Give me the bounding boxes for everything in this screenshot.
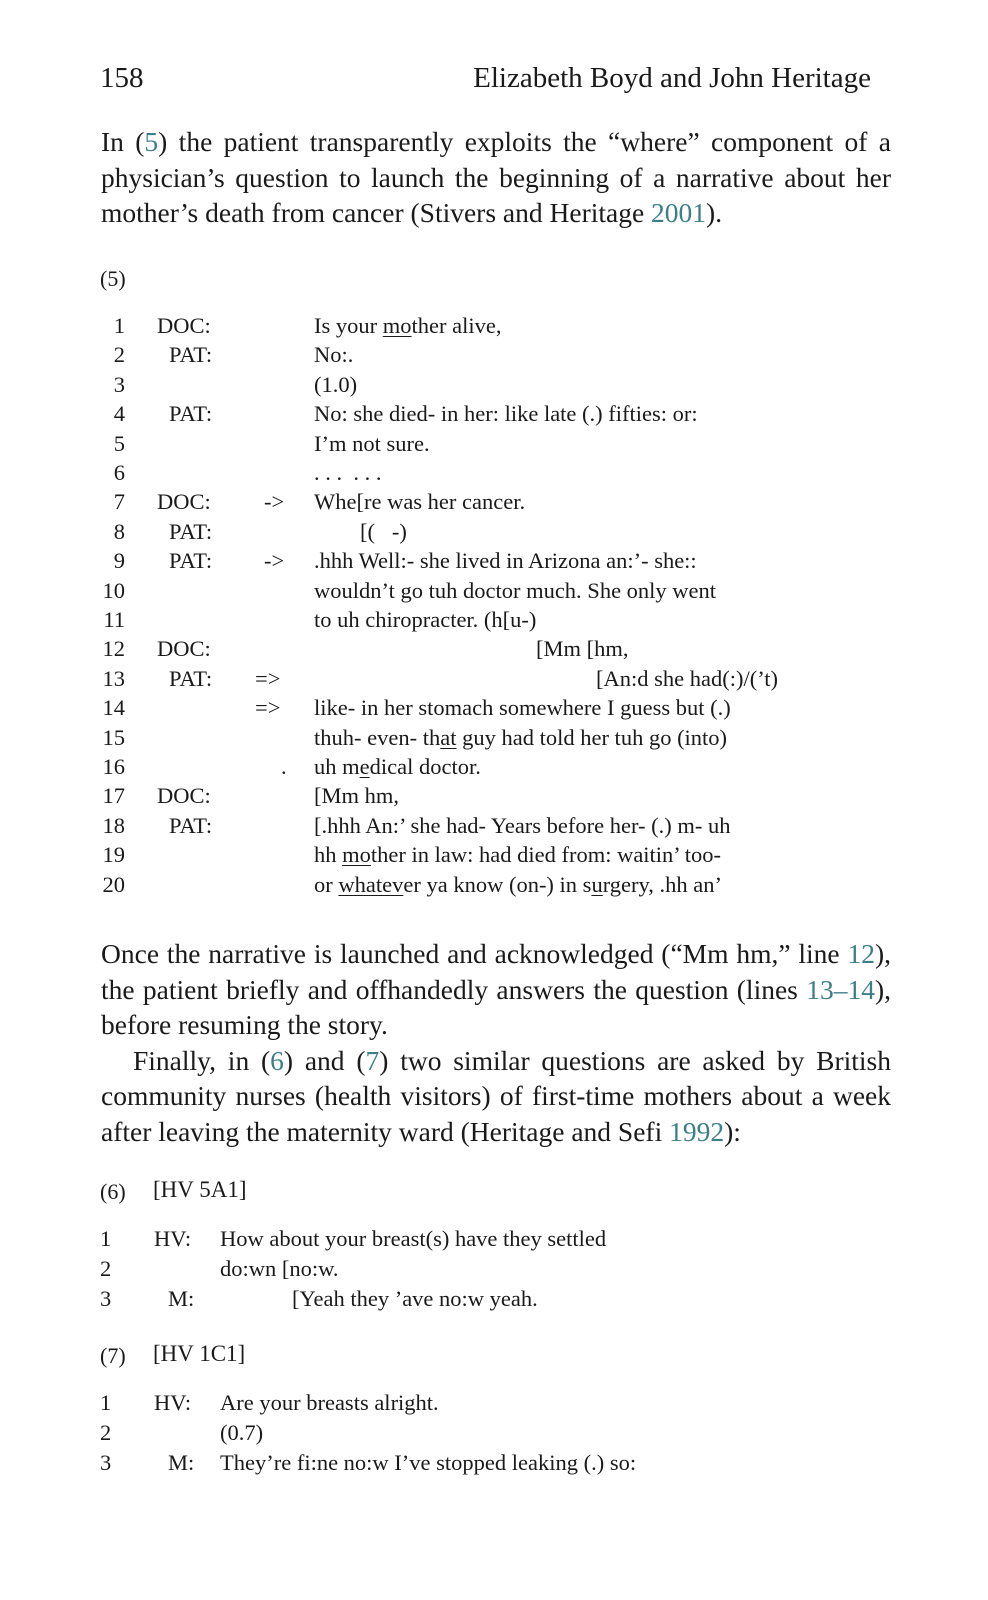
utterance-text: . . . . . . (314, 460, 382, 485)
transcript-line (0, 372, 988, 402)
page-number: 158 (100, 62, 144, 94)
example-7-label: (7) (100, 1343, 126, 1368)
transcript-line (0, 313, 988, 343)
speaker-label: PAT: (169, 665, 213, 691)
line-number: 1 (113, 313, 125, 338)
utterance-text: [Mm hm, (314, 783, 400, 809)
line-number: 2 (113, 342, 125, 368)
intro-paragraph: In (5) the patient transparently exploits the “where” component of a physician’s question to launch the beginning of a narrative about her mother’s death from cancer (Stivers and Heritage 2001). (101, 126, 891, 228)
transcript-line (0, 578, 988, 608)
line-number: 3 (100, 1285, 112, 1311)
running-title: Elizabeth Boyd and John Heritage (473, 62, 871, 94)
speaker-label: HV: (154, 1390, 192, 1415)
example-5-link[interactable]: 5 (144, 126, 159, 157)
transcript-line (0, 725, 988, 755)
speaker-label: PAT: (169, 548, 213, 574)
speaker-label: PAT: (169, 518, 213, 544)
utterance-text: No: she died- in her: like late (.) fifties: or: (314, 401, 698, 427)
arrow-marker: => (255, 695, 281, 721)
speaker-label: PAT: (169, 812, 213, 838)
line-number: 1 (100, 1226, 112, 1251)
transcript-line (0, 401, 988, 431)
utterance-text: to uh chiropracter. (h[u-) (314, 607, 537, 632)
line-number: 11 (103, 607, 125, 632)
transcript-line (0, 872, 988, 902)
example-6-source: [HV 5A1] (153, 1177, 247, 1202)
example-6-label: (6) (100, 1179, 126, 1204)
utterance-text: [Yeah they ’ave no:w yeah. (292, 1285, 538, 1311)
speaker-label: PAT: (169, 401, 213, 427)
utterance-text: .hhh Well:- she lived in Arizona an:’- she:: (314, 548, 697, 574)
line-number: 2 (100, 1419, 112, 1445)
utterance-text: thuh- even- that guy had told her tuh go (into) (314, 724, 728, 750)
line-number: 9 (113, 548, 125, 574)
utterance-text: [.hhh An:’ she had- Years before her- (.) m- uh (314, 812, 731, 838)
line-number: 2 (100, 1255, 112, 1281)
transcript-line (0, 519, 988, 549)
transcript-line (0, 431, 988, 461)
line-number: 3 (113, 371, 125, 397)
utterance-text: I’m not sure. (314, 430, 430, 456)
utterance-text: wouldn’t go tuh doctor much. She only went (314, 577, 717, 603)
line-number: 17 (102, 783, 125, 809)
utterance-text: No:. (314, 342, 354, 368)
arrow-marker: => (255, 665, 281, 691)
speaker-label: HV: (154, 1226, 192, 1251)
speaker-label: M: (168, 1285, 195, 1311)
line-number: 1 (100, 1390, 112, 1415)
utterance-text: (1.0) (314, 371, 358, 397)
line-number: 10 (102, 577, 125, 603)
transcript-line (0, 489, 988, 519)
line-number: 7 (113, 489, 125, 515)
citation-link[interactable]: 1992 (669, 1115, 725, 1147)
line-number: 18 (102, 812, 125, 838)
speaker-label: DOC: (157, 489, 211, 515)
speaker-label: PAT: (169, 342, 213, 368)
speaker-label: DOC: (157, 313, 211, 338)
transcript-line (0, 754, 988, 784)
utterance-text: (0.7) (220, 1419, 264, 1445)
transcript-line (0, 460, 988, 490)
example-7-link[interactable]: 7 (365, 1044, 380, 1076)
line-12-link[interactable]: 12 (847, 938, 875, 969)
transcript-line (0, 1390, 988, 1420)
line-number: 6 (113, 460, 125, 485)
line-number: 5 (113, 430, 125, 456)
arrow-marker: -> (264, 548, 285, 574)
transcript-line (0, 695, 988, 725)
utterance-text: They’re fi:ne no:w I’ve stopped leaking (.) so: (220, 1449, 637, 1475)
lines-13-14-link[interactable]: 13–14 (806, 973, 875, 1005)
citation-link[interactable]: 2001 (651, 197, 707, 228)
transcript-line (0, 813, 988, 843)
transcript-line (0, 1450, 988, 1480)
utterance-text: [( -) (360, 518, 407, 544)
utterance-text: [An:d she had(:)/(’t) (596, 665, 779, 691)
transcript-line (0, 548, 988, 578)
transcript-line (0, 666, 988, 696)
transcript-line (0, 636, 988, 666)
utterance-text: How about your breast(s) have they settled (220, 1226, 607, 1251)
transcript-line (0, 607, 988, 637)
line-number: 13 (102, 665, 125, 691)
utterance-text: Whe[re was her cancer. (314, 489, 526, 515)
line-number: 3 (100, 1449, 112, 1475)
utterance-text: hh mother in law: had died from: waitin’ too- (314, 842, 722, 868)
utterance-text: like- in her stomach somewhere I guess but (.) (314, 695, 731, 721)
utterance-text: Are your breasts alright. (220, 1390, 439, 1415)
example-5-label: (5) (100, 266, 126, 291)
speaker-label: DOC: (157, 783, 211, 809)
speaker-label: DOC: (157, 636, 211, 662)
line-number: 15 (102, 724, 125, 750)
transcript-line (0, 783, 988, 813)
line-number: 14 (102, 695, 125, 721)
line-number: 20 (102, 871, 125, 897)
utterance-text: [Mm [hm, (536, 636, 629, 662)
example-6-link[interactable]: 6 (270, 1044, 284, 1076)
line-number: 8 (113, 518, 125, 544)
example-7-source: [HV 1C1] (153, 1341, 246, 1366)
transcript-line (0, 1226, 988, 1256)
transcript-line (0, 342, 988, 372)
line-number: 16 (102, 754, 125, 779)
transcript-line (0, 1286, 988, 1316)
body-paragraph: Once the narrative is launched and acknowledged (“Mm hm,” line 12), the patient briefly and offhandedly answers the question (lines 13–14), before resuming the story. Finally, in (6) and (7) two similar questions are asked by British community nurses (health visitors) of first-time mothers about a week after leaving the maternity ward (Heritage and Sefi 1992): (101, 938, 891, 1147)
utterance-text: Is your mother alive, (314, 313, 502, 338)
speaker-label: M: (168, 1449, 195, 1475)
line-number: 12 (102, 636, 125, 662)
transcript-line (0, 1256, 988, 1286)
utterance-text: uh medical doctor. (314, 754, 481, 779)
arrow-marker: . (281, 754, 287, 779)
line-number: 19 (102, 842, 125, 868)
utterance-text: do:wn [no:w. (220, 1255, 339, 1281)
arrow-marker: -> (264, 489, 285, 515)
transcript-line (0, 1420, 988, 1450)
utterance-text: or whatever ya know (on-) in surgery, .hh an’ (314, 871, 723, 897)
transcript-line (0, 842, 988, 872)
line-number: 4 (113, 401, 125, 427)
